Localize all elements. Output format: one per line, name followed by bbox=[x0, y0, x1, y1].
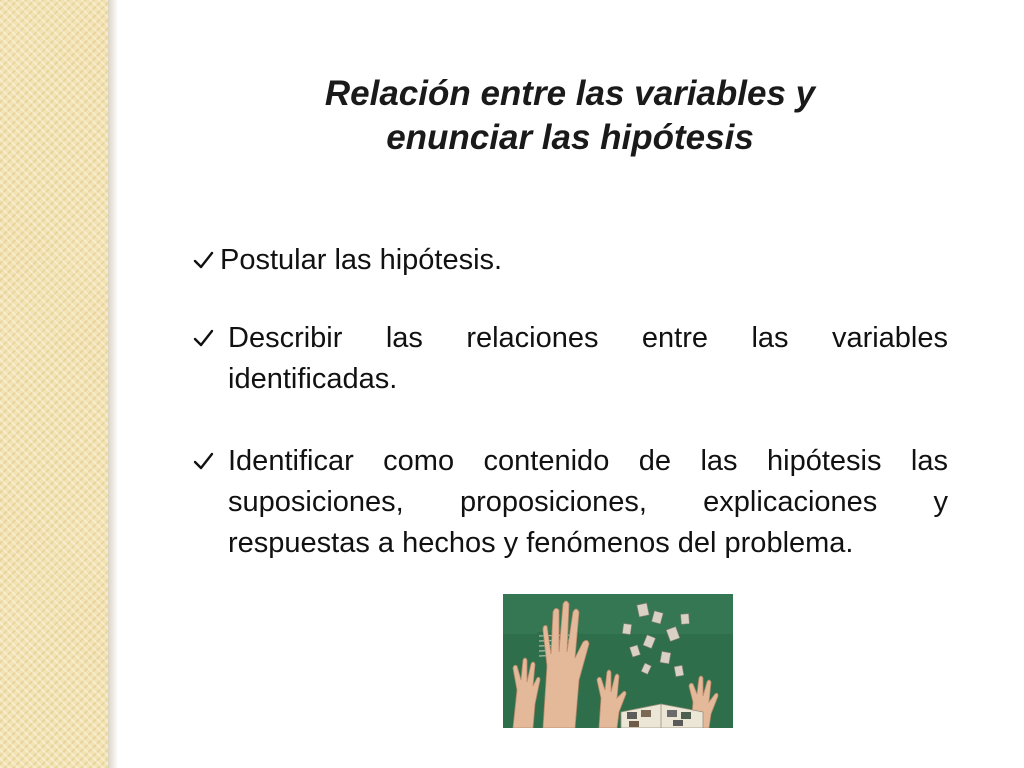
bullet-item bbox=[188, 240, 948, 281]
slide-title-line-2: enunciar las hipótesis bbox=[386, 118, 754, 157]
raised-hands-illustration bbox=[503, 594, 733, 728]
bullet-text: Identificar como contenido de las hipótesis las suposiciones, proposiciones, explicaciones y respuestas a hechos y fenómenos del problema. bbox=[228, 445, 948, 559]
bullet-text: Postular las hipótesis. bbox=[220, 244, 503, 276]
slide-title bbox=[250, 72, 890, 160]
bullet-list bbox=[188, 240, 948, 605]
decorative-side-band bbox=[0, 0, 108, 768]
side-band-shadow bbox=[108, 0, 118, 768]
slide-title-line-1: Relación entre las variables y bbox=[324, 74, 816, 113]
bullet-text: Describir las relaciones entre las variables identificadas. bbox=[228, 322, 948, 395]
bullet-item bbox=[188, 318, 948, 400]
raised-hands-image bbox=[503, 594, 733, 728]
check-icon bbox=[192, 450, 214, 472]
check-icon bbox=[192, 327, 214, 349]
check-icon bbox=[192, 249, 214, 271]
bullet-item bbox=[188, 441, 948, 564]
